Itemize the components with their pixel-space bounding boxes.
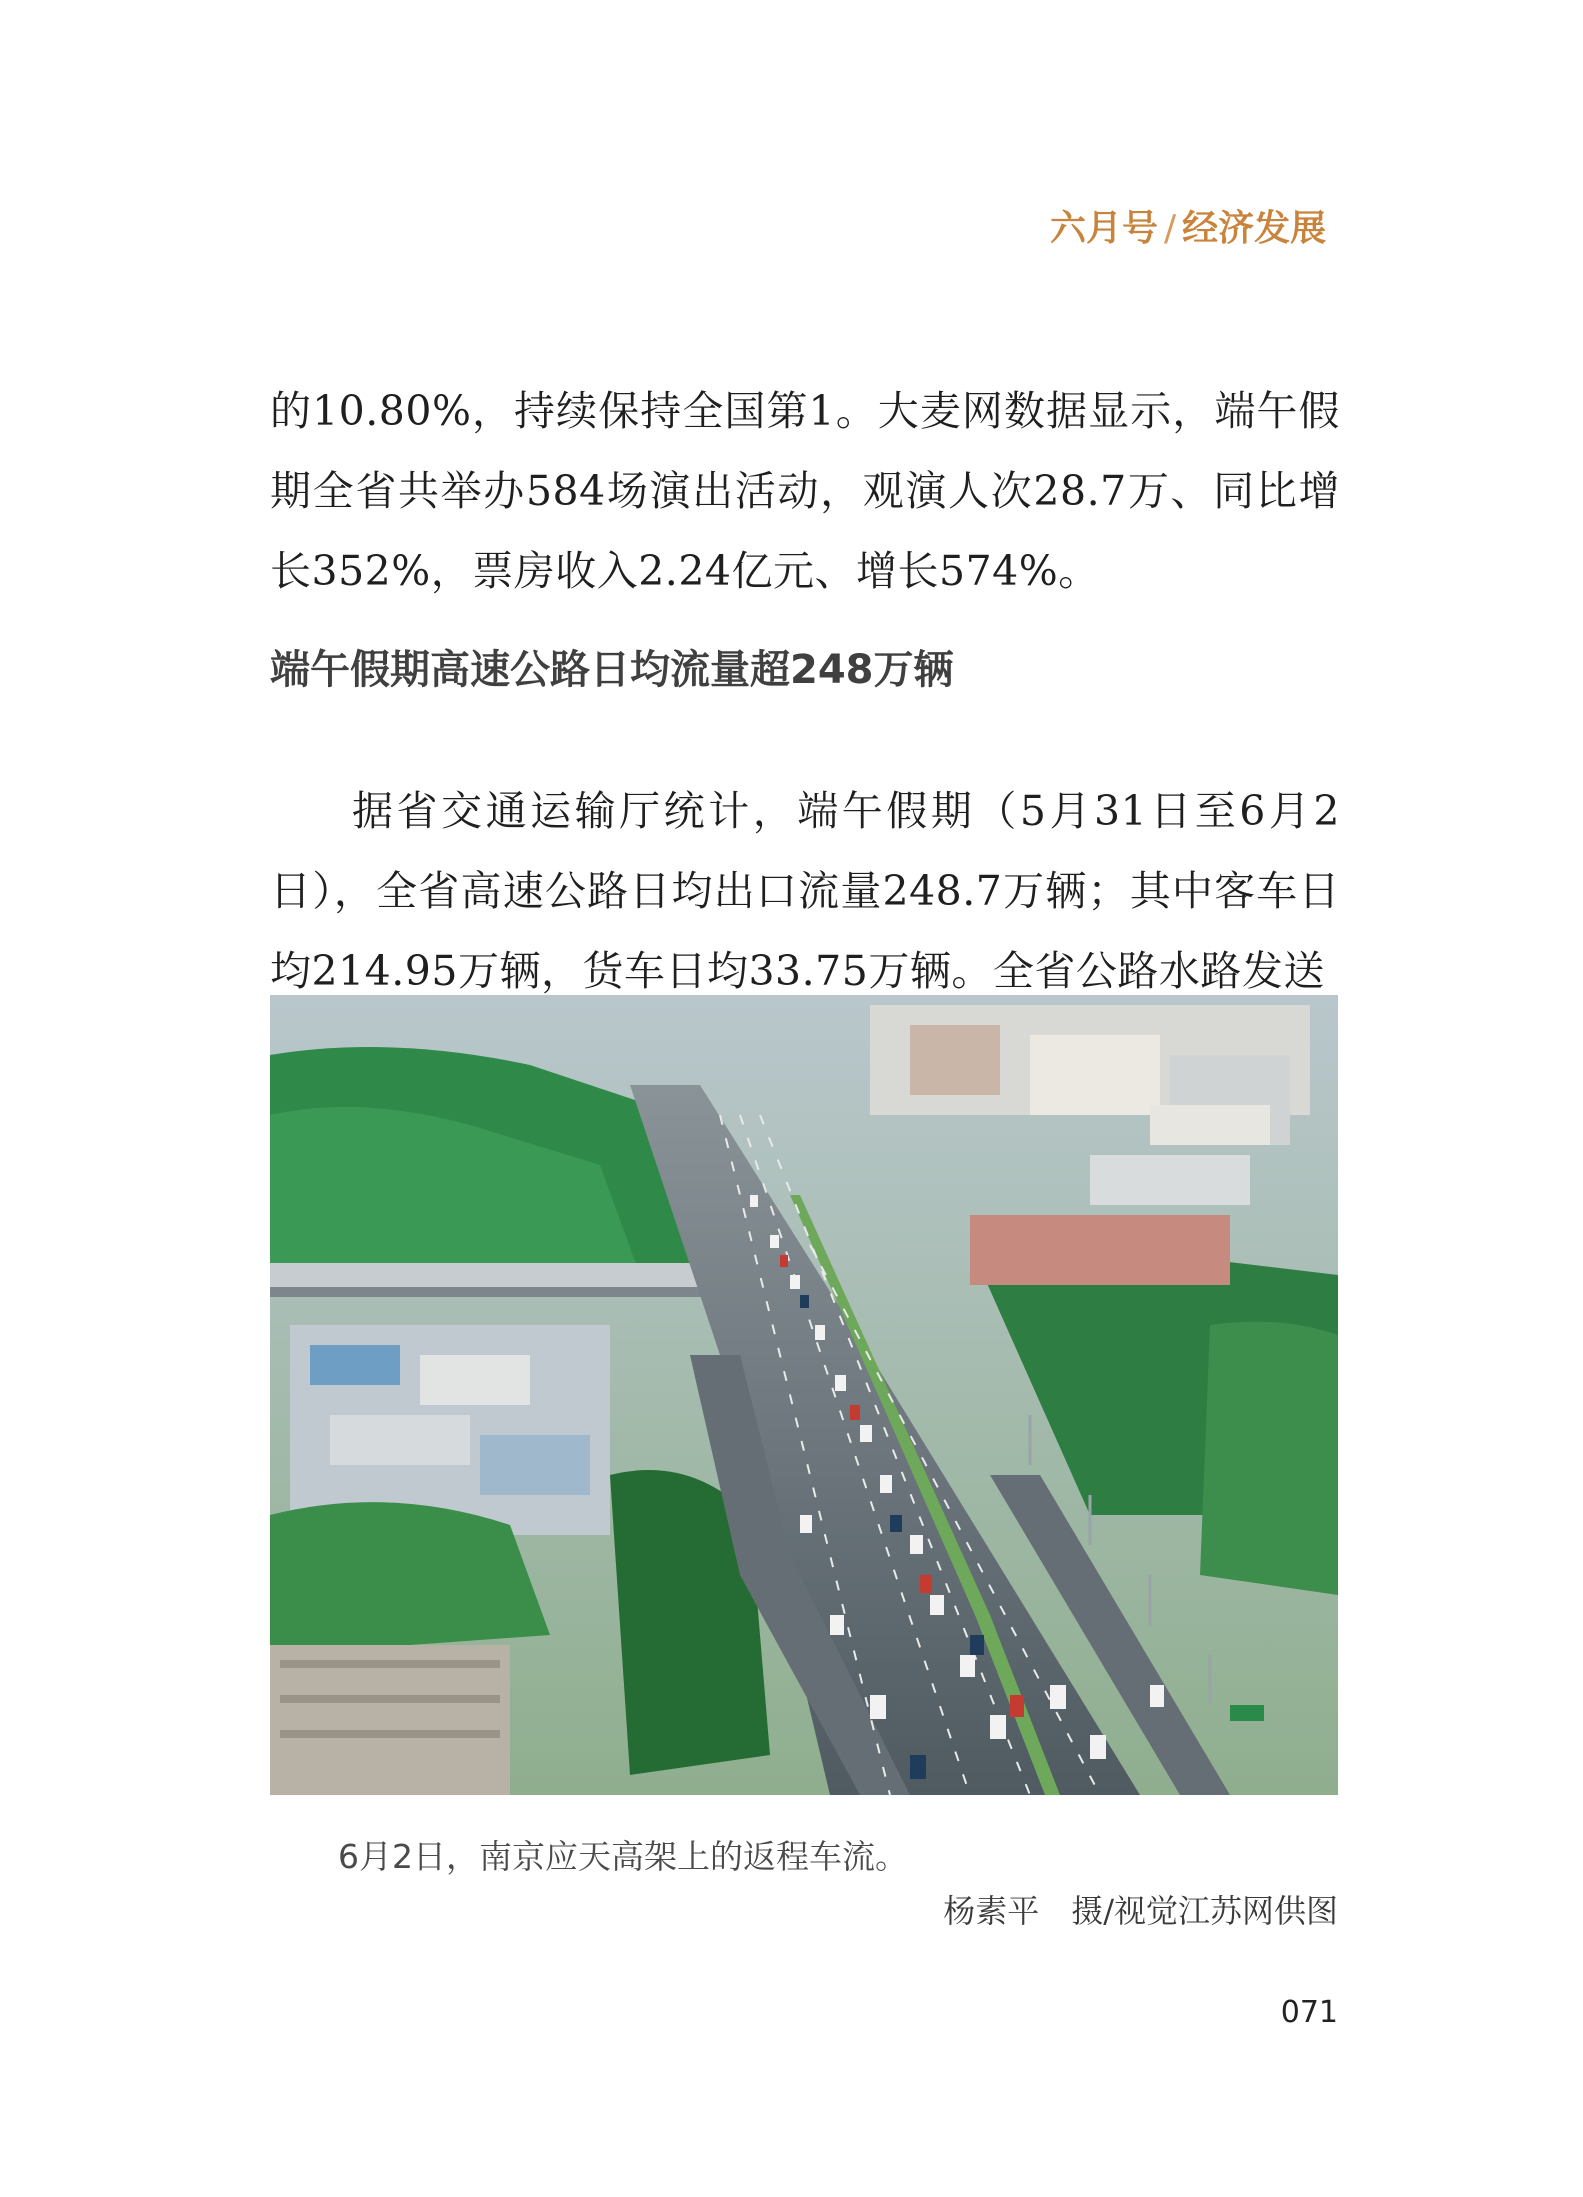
photo-caption: 6月2日，南京应天高架上的返程车流。 bbox=[338, 1837, 908, 1876]
running-header bbox=[1050, 202, 1340, 256]
photo-credit: 杨素平 摄/视觉江苏网供图 bbox=[943, 1892, 1338, 1930]
header-separator: / bbox=[1164, 208, 1177, 249]
page-number: 071 bbox=[1280, 1995, 1338, 2030]
header-section: 经济发展 bbox=[1182, 208, 1327, 249]
body-paragraph-2: 据省交通运输厅统计，端午假期（5月31日至6月2日），全省高速公路日均出口流量248.7万辆；其中客车日均214.95万辆，货车日均33.75万辆。全省公路水路发送 bbox=[270, 787, 1340, 995]
body-paragraph-1: 的10.80%，持续保持全国第1。大麦网数据显示，端午假期全省共举办584场演出活动，观演人次28.7万、同比增长352%，票房收入2.24亿元、增长574%。 bbox=[270, 387, 1340, 595]
header-issue: 六月号 bbox=[1050, 208, 1159, 249]
highway-photo bbox=[270, 995, 1338, 1795]
highway-photo-illustration bbox=[270, 995, 1338, 1795]
section-heading: 端午假期高速公路日均流量超248万辆 bbox=[270, 647, 954, 693]
